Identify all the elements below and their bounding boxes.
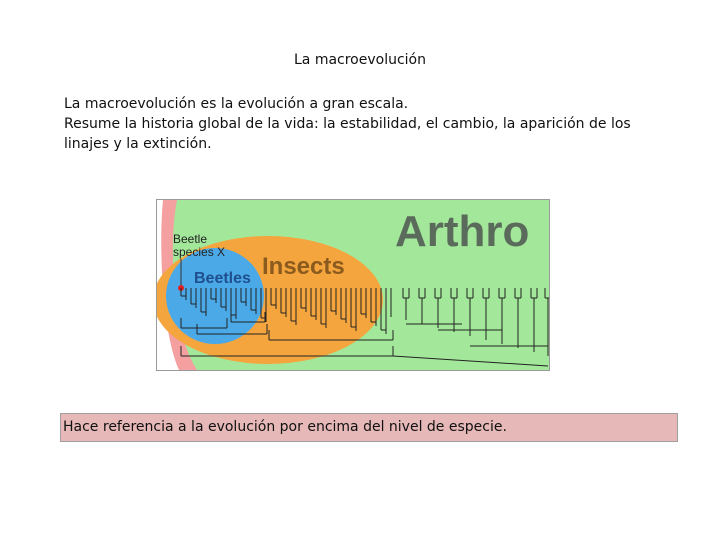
insects-label: Insects [262,253,345,280]
definition-callout: Hace referencia a la evolución por encima del nivel de especie. [60,413,678,442]
species-label-line-1: Beetle [173,232,208,246]
slide-title: La macroevolución [293,52,426,68]
arthropods-label: Arthro [395,207,530,256]
paragraph-line-2: Resume la historia global de la vida: la estabilidad, el cambio, la aparición de los [64,116,631,132]
beetles-label: Beetles [194,270,251,287]
paragraph-line-1: La macroevolución es la evolución a gran escala. [64,96,409,112]
slide-paragraph [64,94,664,154]
paragraph-line-3: linajes y la extinción. [64,136,212,152]
phylogeny-figure [156,199,550,371]
species-label-line-2: species X [173,245,226,259]
phylogeny-diagram [157,200,549,370]
